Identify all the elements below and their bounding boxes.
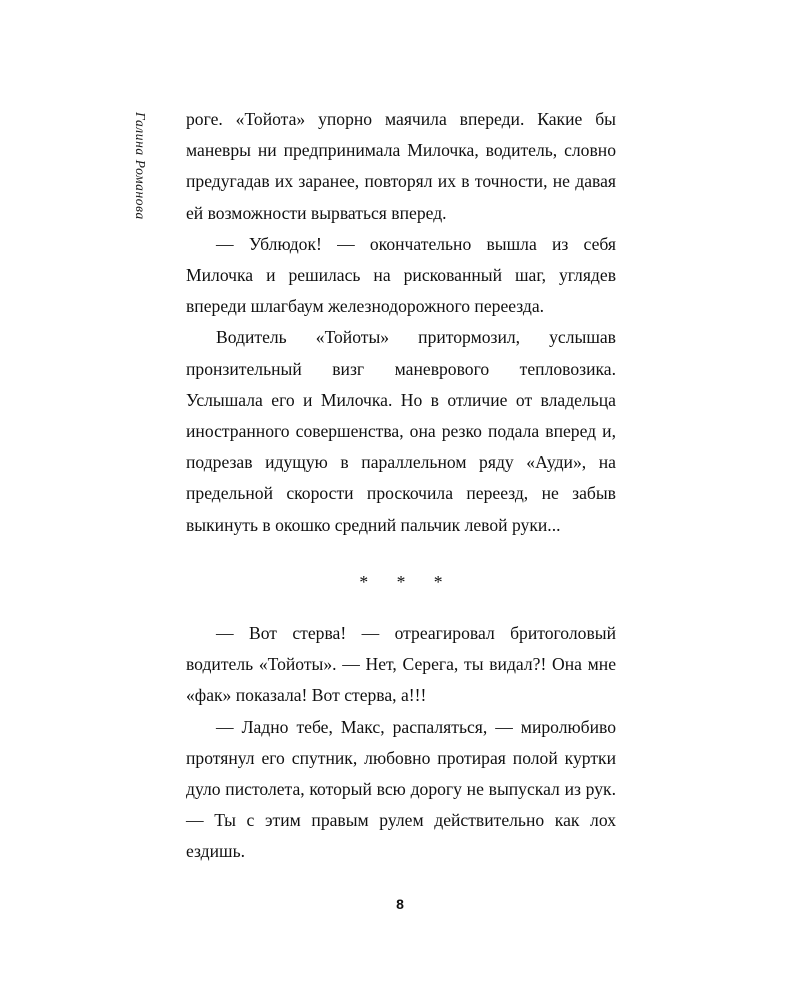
paragraph: Водитель «Тойоты» притормозил, услышав пронзительный визг маневрового тепловозика. Услышала его и Милочка. Но в отличие от владельца иностранного совершенства, она резко подала вперед и, подрезав идущую в параллельном ряду «Ауди», на предельной скорости проскочила переезд, не забыв выкинуть в окошко средний пальчик левой руки... — [186, 327, 616, 535]
paragraph: — Ублюдок! — окончательно вышла из себя Милочка и решилась на рискованный шаг, углядев впереди шлагбаум железнодорожного переезда. — [186, 233, 616, 317]
paragraph: роге. «Тойота» упорно маячила впереди. Какие бы маневры ни предпринимала Милочка, водитель, словно предугадав их заранее, повторял их в точности, не давая ей возможности вырваться вперед. — [186, 109, 616, 223]
running-head-author: Галина Романова — [133, 112, 148, 220]
page-number: 8 — [396, 896, 404, 912]
section-separator: * * * — [359, 571, 455, 592]
paragraph: — Ладно тебе, Макс, распаляться, — миролюбиво протянул его спутник, любовно протирая полой куртки дуло пистолета, который всю дорогу не выпускал из рук. — Ты с этим правым рулем действительно как лох ездишь. — [186, 716, 616, 862]
page-text-column — [186, 104, 616, 868]
paragraph: — Вот стерва! — отреагировал бритоголовый водитель «Тойоты». — Нет, Серега, ты видал?! Она мне «фак» показала! Вот стерва, а!!! — [186, 623, 616, 706]
